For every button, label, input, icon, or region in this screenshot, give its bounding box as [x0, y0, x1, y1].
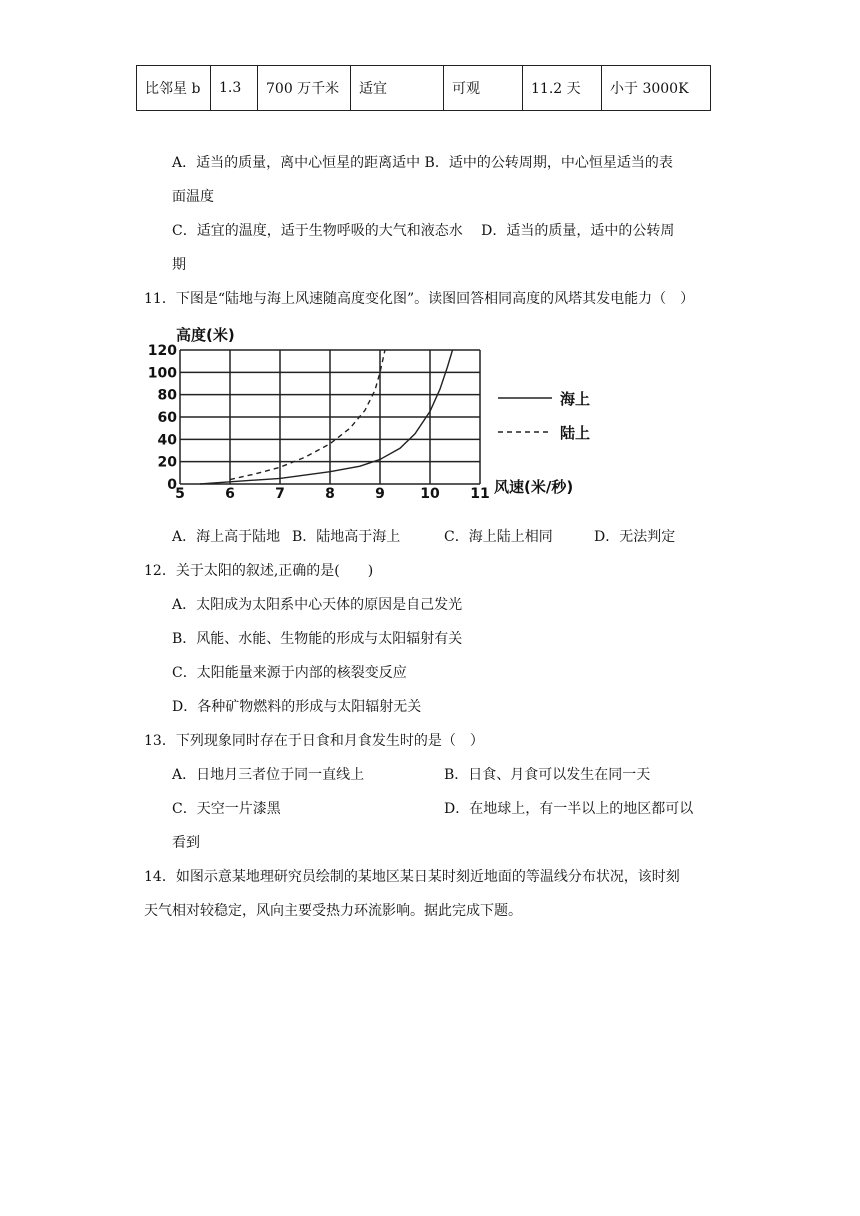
table-row — [137, 66, 711, 111]
q13-option-c: C．天空一片漆黑 — [172, 801, 281, 817]
q12-option-c: C．太阳能量来源于内部的核裂变反应 — [172, 665, 407, 681]
q11-option-b: B．陆地高于海上 — [292, 529, 401, 545]
chart-legend — [498, 390, 590, 442]
y-tick-label: 40 — [157, 432, 177, 449]
chart-ticks — [148, 343, 490, 502]
x-tick-label: 7 — [275, 486, 285, 502]
y-axis-label: 高度(米) — [176, 326, 235, 344]
y-tick-label: 80 — [157, 387, 177, 404]
q11-option-a: A．海上高于陆地 — [172, 529, 281, 545]
chart-grid — [180, 350, 480, 484]
table-cell: 可观 — [444, 66, 523, 111]
q10-option-line: C．适宜的温度，适于生物呼吸的大气和液态水 D．适当的质量，适中的公转周 — [172, 223, 675, 239]
q10-option-line: 面温度 — [172, 189, 214, 205]
table-cell: 小于 3000K — [602, 66, 711, 111]
q13-option-d-continued: 看到 — [172, 835, 200, 851]
star-info-table — [136, 65, 711, 111]
x-tick-label: 5 — [175, 486, 185, 502]
y-tick-label: 0 — [167, 477, 177, 493]
table-cell: 700 万千米 — [258, 66, 351, 111]
q10-option-line: 期 — [172, 257, 186, 273]
table-cell: 比邻星 b — [137, 66, 211, 111]
y-tick-label: 20 — [157, 454, 177, 471]
y-tick-label: 100 — [147, 365, 177, 382]
legend-label: 海上 — [560, 390, 591, 408]
x-tick-label: 11 — [470, 486, 490, 502]
q13-stem: 13．下列现象同时存在于日食和月食发生时的是（ ） — [144, 733, 484, 749]
legend-label: 陆上 — [560, 424, 591, 442]
q12-option-d: D．各种矿物燃料的形成与太阳辐射无关 — [172, 699, 422, 715]
q13-option-b: B．日食、月食可以发生在同一天 — [444, 767, 651, 783]
q11-stem: 11．下图是“陆地与海上风速随高度变化图”。读图回答相同高度的风塔其发电能力（ ） — [144, 291, 695, 307]
q14-stem: 14．如图示意某地理研究员绘制的某地区某日某时刻近地面的等温线分布状况，该时刻 — [144, 869, 680, 885]
y-tick-label: 60 — [157, 410, 177, 426]
x-tick-label: 10 — [420, 486, 440, 502]
q12-option-a: A．太阳成为太阳系中心天体的原因是自己发光 — [172, 597, 463, 613]
q14-stem-continued: 天气相对较稳定，风向主要受热力环流影响。据此完成下题。 — [144, 903, 522, 919]
x-tick-label: 9 — [375, 486, 385, 502]
q13-option-a: A．日地月三者位于同一直线上 — [172, 767, 365, 783]
x-tick-label: 8 — [325, 486, 335, 502]
series-line-land — [230, 350, 385, 480]
wind-speed-height-chart — [147, 322, 600, 502]
q12-option-b: B．风能、水能、生物能的形成与太阳辐射有关 — [172, 631, 463, 647]
q11-option-d: D．无法判定 — [594, 529, 676, 545]
q13-option-d: D．在地球上，有一半以上的地区都可以 — [444, 801, 694, 817]
table-cell: 1.3 — [211, 66, 258, 111]
table-cell: 适宜 — [351, 66, 444, 111]
x-axis-label: 风速(米/秒) — [494, 478, 574, 496]
x-tick-label: 6 — [225, 486, 235, 502]
q11-option-c: C．海上陆上相同 — [444, 529, 553, 545]
q10-option-line: A．适当的质量，离中心恒星的距离适中 B．适中的公转周期，中心恒星适当的表 — [172, 155, 673, 171]
q12-stem: 12．关于太阳的叙述,正确的是( ) — [144, 563, 374, 579]
y-tick-label: 120 — [147, 343, 177, 359]
table-cell: 11.2 天 — [523, 66, 602, 111]
